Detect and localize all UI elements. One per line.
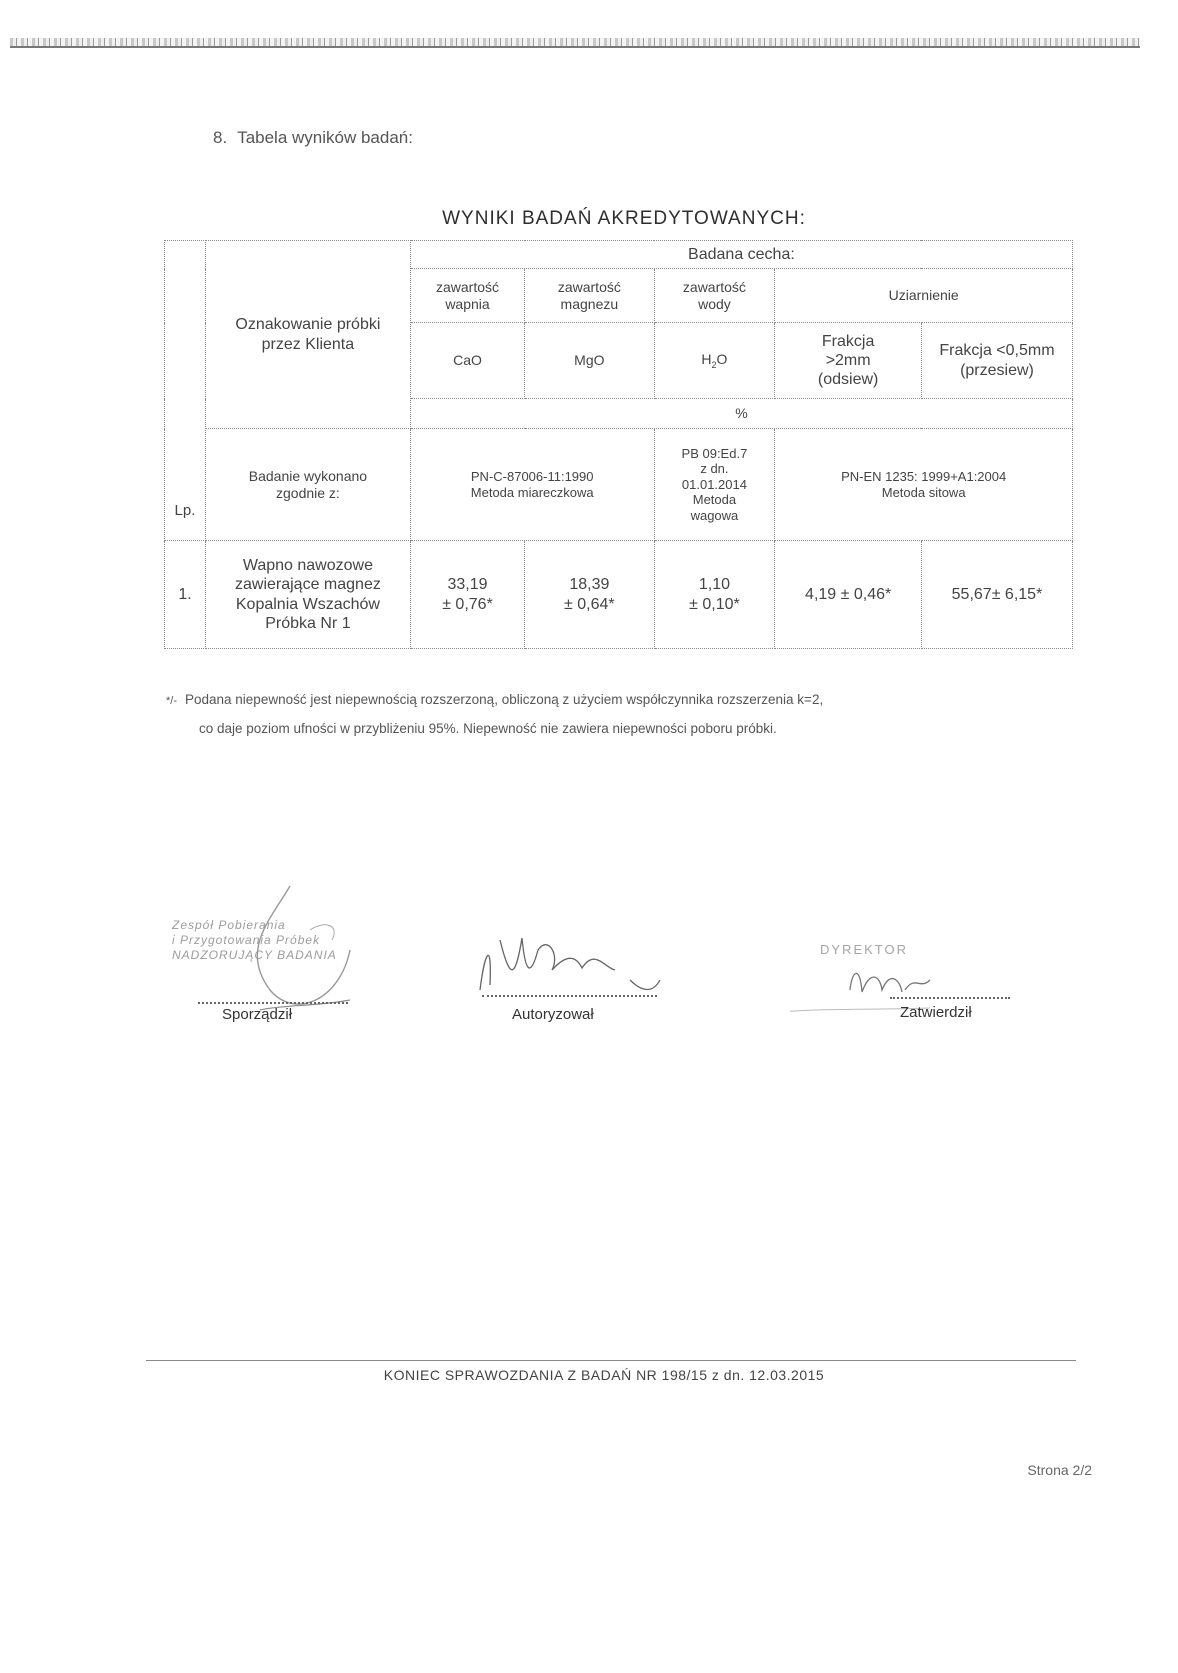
row-sample-line3: Kopalnia Wszachów bbox=[235, 595, 380, 613]
authorized-dots bbox=[482, 995, 657, 997]
signature-authorized bbox=[460, 880, 720, 1040]
section-number: 8. bbox=[213, 128, 228, 147]
col-calcium-line2: wapnia bbox=[445, 295, 490, 312]
prepared-stamp-line2: i Przygotowania Próbek bbox=[172, 933, 321, 947]
sym-mgo: MgO bbox=[525, 323, 654, 399]
frac-big-line3: (odsiew) bbox=[817, 371, 879, 389]
sym-h2o-o: O bbox=[716, 350, 728, 367]
method-water bbox=[654, 429, 775, 541]
row-mgo-uncertainty: ± 0,64* bbox=[564, 595, 615, 613]
page-number: Strona 2/2 bbox=[1027, 1462, 1092, 1478]
row-h2o-value: 1,10 bbox=[698, 576, 730, 594]
row-lp: 1. bbox=[165, 541, 206, 649]
col-calcium-line1: zawartość bbox=[435, 278, 500, 295]
sym-h2o bbox=[654, 323, 775, 399]
sample-label-line1: Oznakowanie próbki bbox=[235, 316, 381, 334]
authorized-signature-scribble bbox=[460, 910, 680, 1020]
sample-label-header bbox=[205, 241, 410, 429]
results-table bbox=[164, 240, 1073, 649]
row-mgo bbox=[525, 541, 654, 649]
frac-small-header bbox=[921, 323, 1072, 399]
row-sample-line2: zawierające magnez bbox=[234, 576, 381, 594]
lp-header: Lp. bbox=[165, 241, 206, 541]
sample-label-line2: przez Klienta bbox=[261, 335, 355, 353]
section-title: Tabela wyników badań: bbox=[237, 128, 413, 147]
method-ca-mg-line1: PN-C-87006-11:1990 bbox=[470, 468, 594, 484]
prepared-stamp-line3: NADZORUJĄCY BADANIA bbox=[172, 948, 337, 962]
authorized-label: Autoryzował bbox=[512, 1006, 594, 1023]
row-cao bbox=[410, 541, 524, 649]
signature-prepared bbox=[160, 880, 420, 1040]
table-row bbox=[165, 541, 1073, 649]
prepared-label: Sporządził bbox=[222, 1006, 293, 1023]
unit-header: % bbox=[410, 399, 1072, 429]
table-title: WYNIKI BADAŃ AKREDYTOWANYCH: bbox=[442, 208, 806, 229]
approved-stamp: DYREKTOR bbox=[820, 942, 908, 957]
method-label-line1: Badanie wykonano bbox=[248, 467, 368, 484]
method-granulation-line1: PN-EN 1235: 1999+A1:2004 bbox=[841, 468, 1007, 484]
row-frac-small: 55,67± 6,15* bbox=[921, 541, 1072, 649]
method-label bbox=[205, 429, 410, 541]
method-ca-mg bbox=[410, 429, 654, 541]
sym-h2o-sub: 2 bbox=[711, 359, 717, 370]
method-water-line5: wagowa bbox=[690, 507, 739, 523]
footnote-mark: */- bbox=[166, 695, 177, 707]
row-h2o bbox=[654, 541, 775, 649]
sym-h2o-h: H bbox=[701, 350, 712, 367]
prepared-stamp-line1: Zespół Pobierania bbox=[172, 918, 286, 932]
signature-approved bbox=[760, 880, 1020, 1040]
footnote bbox=[166, 686, 1086, 743]
approved-label: Zatwierdził bbox=[900, 1004, 972, 1021]
frac-small-line1: Frakcja <0,5mm bbox=[939, 342, 1055, 360]
frac-big-line1: Frakcja bbox=[821, 332, 875, 350]
frac-big-line2: >2mm bbox=[825, 351, 871, 369]
col-calcium-header bbox=[410, 269, 524, 323]
method-water-line2: z dn. bbox=[700, 461, 729, 477]
method-ca-mg-line2: Metoda miareczkowa bbox=[470, 484, 594, 500]
col-water-line2: wody bbox=[698, 295, 731, 312]
feature-header: Badana cecha: bbox=[410, 241, 1072, 269]
col-magnesium-line2: magnezu bbox=[560, 295, 619, 312]
frac-small-line2: (przesiew) bbox=[960, 361, 1034, 379]
section-heading bbox=[213, 128, 413, 148]
col-water-header bbox=[654, 269, 775, 323]
row-sample-line1: Wapno nawozowe bbox=[242, 557, 373, 575]
scan-edge-artifact bbox=[10, 38, 1140, 48]
col-granulation-header: Uziarnienie bbox=[775, 269, 1073, 323]
sym-cao: CaO bbox=[410, 323, 524, 399]
row-sample bbox=[205, 541, 410, 649]
row-frac-big: 4,19 ± 0,46* bbox=[775, 541, 922, 649]
frac-big-header bbox=[775, 323, 922, 399]
method-granulation bbox=[775, 429, 1073, 541]
col-magnesium-header bbox=[525, 269, 654, 323]
row-mgo-value: 18,39 bbox=[569, 576, 610, 594]
end-rule bbox=[146, 1360, 1076, 1361]
method-granulation-line2: Metoda sitowa bbox=[881, 484, 966, 500]
footnote-line2: co daje poziom ufności w przybliżeniu 95%. Niepewność nie zawiera niepewności poboru próbki. bbox=[199, 721, 777, 736]
prepared-dots bbox=[198, 1002, 348, 1004]
footnote-line1: Podana niepewność jest niepewnością rozszerzoną, obliczoną z użyciem współczynnika rozszerzenia k=2, bbox=[185, 692, 824, 707]
col-magnesium-line1: zawartość bbox=[557, 278, 621, 295]
row-sample-line4: Próbka Nr 1 bbox=[265, 614, 351, 632]
row-h2o-uncertainty: ± 0,10* bbox=[689, 595, 740, 613]
method-water-line4: Metoda bbox=[692, 492, 737, 508]
approved-dots bbox=[890, 997, 1010, 999]
col-water-line1: zawartość bbox=[682, 278, 746, 295]
row-cao-value: 33,19 bbox=[447, 576, 488, 594]
end-of-report: KONIEC SPRAWOZDANIA Z BADAŃ NR 198/15 z dn. 12.03.2015 bbox=[383, 1367, 825, 1383]
method-label-line2: zgodnie z: bbox=[276, 484, 340, 501]
row-cao-uncertainty: ± 0,76* bbox=[442, 595, 493, 613]
method-water-line3: 01.01.2014 bbox=[681, 476, 747, 492]
method-water-line1: PB 09:Ed.7 bbox=[681, 445, 748, 461]
